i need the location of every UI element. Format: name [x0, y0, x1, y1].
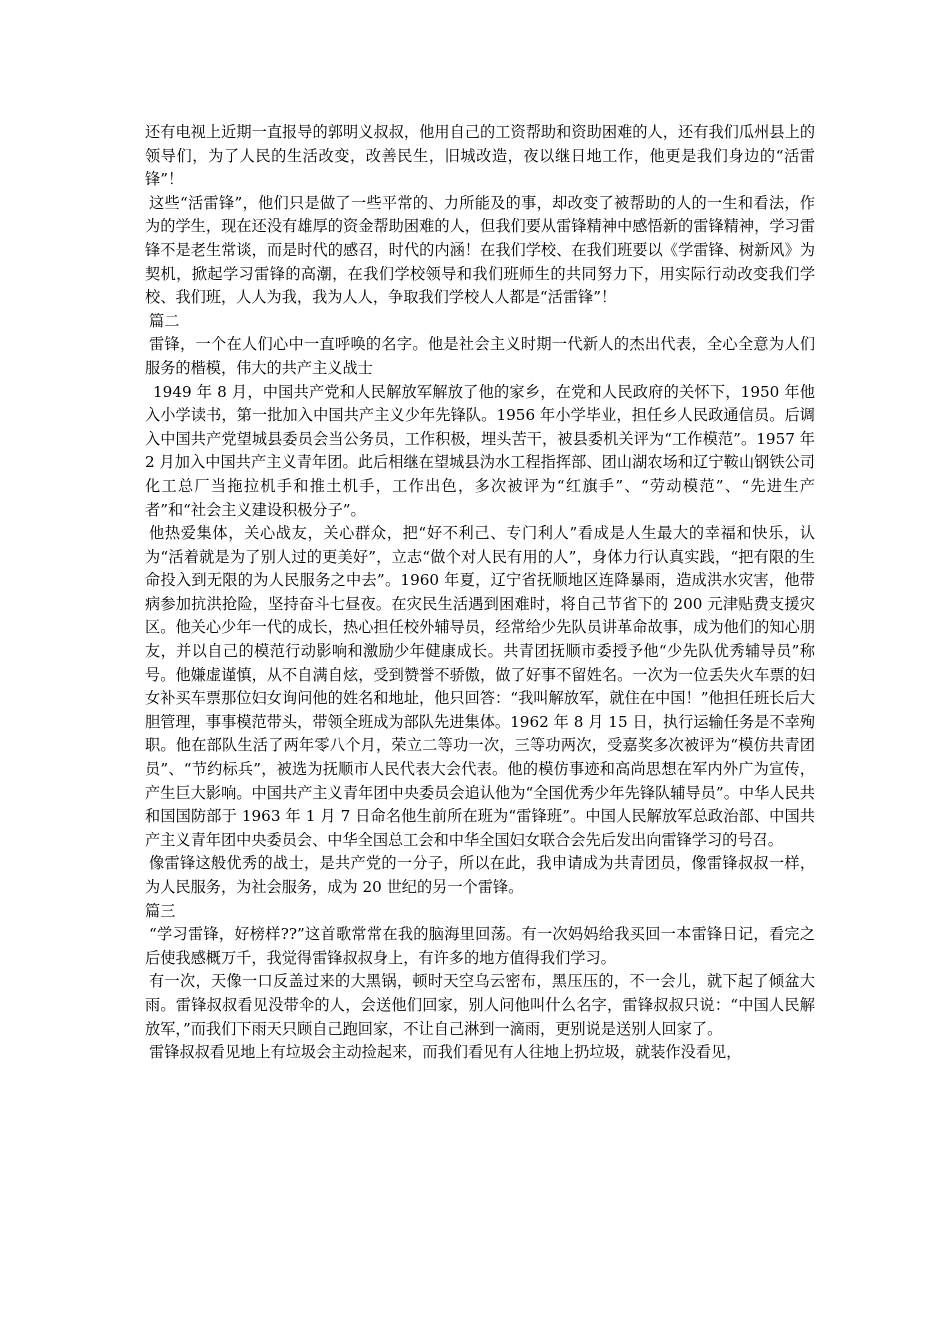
document-body — [145, 121, 815, 1065]
section-heading-3: 篇三 — [145, 901, 176, 920]
section-heading-2: 篇二 — [149, 311, 180, 330]
paragraph-8: 有一次，天像一口反盖过来的大黑锅，顿时天空乌云密布，黑压压的，不一会儿，就下起了倾盆大雨。雷锋叔叔看见没带伞的人，会送他们回家，别人问他叫什么名字，雷锋叔叔只说：“中国人民解放军，”而我们下雨天只顾自己跑回家，不让自己淋到一滴雨，更别说是送别人回家了。 — [145, 972, 815, 1038]
paragraph-2: 这些“活雷锋”，他们只是做了一些平常的、力所能及的事，却改变了被帮助的人的一生和看法，作为的学生，现在还没有雄厚的资金帮助困难的人，但我们要从雷锋精神中感悟新的雷锋精神，学习雷锋不是老生常谈，而是时代的感召，时代的内涵！在我们学校、在我们班要以《学雷锋、树新风》为契机，掀起学习雷锋的高潮，在我们学校领导和我们班师生的共同努力下，用实际行动改变我们学校、我们班，人人为我，我为人人，争取我们学校人人都是“活雷锋”！ — [145, 193, 815, 307]
paragraph-3: 雷锋，一个在人们心中一直呼唤的名字。他是社会主义时期一代新人的杰出代表，全心全意为人们服务的楷模，伟大的共产主义战士 — [145, 335, 815, 377]
paragraph-9: 雷锋叔叔看见地上有垃圾会主动捡起来，而我们看见有人往地上扔垃圾，就装作没看见， — [149, 1043, 742, 1062]
paragraph-6: 像雷锋这般优秀的战士，是共产党的一分子，所以在此，我申请成为共青团员，像雷锋叔叔一样，为人民服务，为社会服务，成为 20 世纪的另一个雷锋。 — [145, 854, 815, 896]
paragraph-4: 1949 年 8 月，中国共产党和人民解放军解放了他的家乡，在党和人民政府的关怀下，1950 年他入小学读书，第一批加入中国共产主义少年先锋队。1956 年小学毕业，担任乡人民政通信员。后调入中国共产党望城县委员会当公务员，工作积极，埋头苦干，被县委机关评为“工作模范”。1957 年 2 月加入中国共产主义青年团。此后相继在望城县沩水工程指挥部、团山湖农场和辽宁鞍山钢铁公司化工总厂当拖拉机手和推土机手，工作出色，多次被评为“红旗手”、“劳动模范”、“先进生产者”和“社会主义建设积极分子”。 — [145, 382, 815, 519]
paragraph-7: “学习雷锋，好榜样??”这首歌常常在我的脑海里回荡。有一次妈妈给我买回一本雷锋日记，看完之后使我感概万千，我觉得雷锋叔叔身上，有许多的地方值得我们学习。 — [145, 925, 815, 967]
paragraph-5: 他热爱集体，关心战友，关心群众，把“好不利己、专门利人”看成是人生最大的幸福和快乐，认为“活着就是为了别人过的更美好”，立志“做个对人民有用的人”，身体力行认真实践，“把有限的生命投入到无限的为人民服务之中去”。1960 年夏，辽宁省抚顺地区连降暴雨，造成洪水灾害，他带病参加抗洪抢险，坚持奋斗七昼夜。在灾民生活遇到困难时，将自己节省下的 200 元津贴费支援灾区。他关心少年一代的成长，热心担任校外辅导员，经常给少先队员讲革命故事，成为他们的知心朋友，并以自己的模范行动影响和激励少年健康成长。共青团抚顺市委授予他“少先队优秀辅导员”称号。他嫌虚谨慎，从不自满自炫，受到赞誉不骄傲，做了好事不留姓名。一次为一位丢失火车票的妇女补买车票那位妇女询问他的姓名和地址，他只回答：“我叫解放军，就住在中国！”他担任班长后大胆管理，事事模范带头，带领全班成为部队先进集体。1962 年 8 月 15 日，执行运输任务是不幸殉职。他在部队生活了两年零八个月，荣立二等功一次，三等功两次，受嘉奖多次被评为“模仿共青团员”、“节约标兵”，被选为抚顺市人民代表大会代表。他的模仿事迹和高尚思想在军内外广为宣传，产生巨大影响。中国共产主义青年团中央委员会追认他为“全国优秀少年先锋队辅导员”。中华人民共和国国防部于 1963 年 1 月 7 日命名他生前所在班为“雷锋班”。中国人民解放军总政治部、中国共产主义青年团中央委员会、中华全国总工会和中华全国妇女联合会先后发出向雷锋学习的号召。 — [145, 524, 815, 849]
paragraph-1: 还有电视上近期一直报导的郭明义叔叔，他用自己的工资帮助和资助困难的人，还有我们瓜州县上的领导们，为了人民的生活改变，改善民生，旧城改造，夜以继日地工作，他更是我们身边的“活雷锋”！ — [145, 123, 815, 189]
